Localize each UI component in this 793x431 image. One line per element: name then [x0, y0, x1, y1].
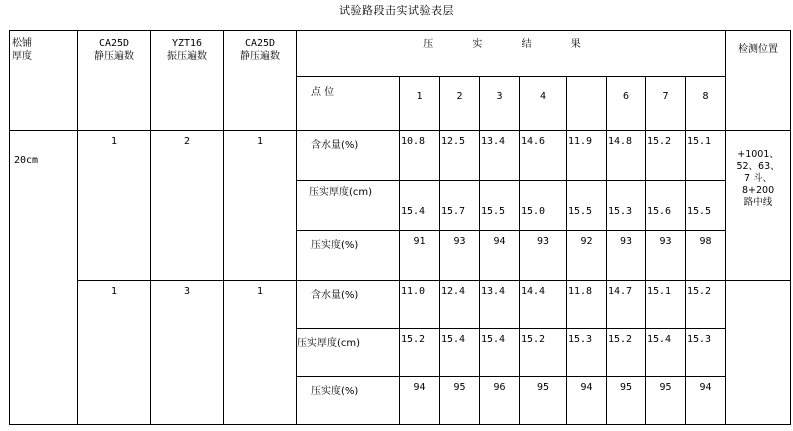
cell-value: 96: [480, 377, 520, 425]
location-line: +1001、: [737, 149, 779, 160]
cell-value: 95: [520, 377, 567, 425]
cell-value: 14.7: [607, 281, 646, 329]
cell-value: 13.4: [480, 131, 520, 181]
cell-value: 14.6: [520, 131, 567, 181]
point-label: 点 位: [297, 77, 400, 131]
cell-value: 94: [480, 231, 520, 281]
cell-value: 15.1: [686, 131, 726, 181]
header-roller-model: CA25D: [98, 38, 130, 49]
cell-value: 12.5: [440, 131, 480, 181]
point-number: 4: [520, 77, 567, 131]
cell-value: 15.3: [686, 329, 726, 377]
empty-location-cell: [726, 281, 791, 425]
cell-value: 15.2: [520, 329, 567, 377]
cell-value: 94: [567, 377, 607, 425]
cell-value: 15.5: [567, 181, 607, 231]
header-static-passes-1: [78, 31, 151, 131]
row-label-thickness: 压实厚度(cm): [297, 329, 400, 377]
header-roller-model: YZT16: [171, 38, 203, 49]
cell-value: 91: [400, 231, 440, 281]
cell-value: 15.4: [440, 329, 480, 377]
header-loose-thickness-line2: 厚度: [12, 51, 32, 62]
cell-value: 15.5: [480, 181, 520, 231]
row-label-compaction: 压实度(%): [297, 231, 400, 281]
document-title: 试验路段击实试验表层: [339, 4, 454, 17]
point-number: 2: [440, 77, 480, 131]
cell-value: 15.4: [646, 329, 686, 377]
static-passes-value: 1: [224, 281, 297, 425]
cell-value: 15.2: [646, 131, 686, 181]
static-passes-value: 1: [224, 131, 297, 281]
location-line: 路中线: [743, 197, 773, 208]
cell-value: 12.4: [440, 281, 480, 329]
header-pass-type: 振压遍数: [167, 51, 207, 62]
cell-value: 11.8: [567, 281, 607, 329]
row-label-thickness: 压实厚度(cm): [297, 181, 400, 231]
point-number: 1: [400, 77, 440, 131]
cell-value: 93: [607, 231, 646, 281]
cell-value: 15.6: [646, 181, 686, 231]
cell-value: 15.3: [607, 181, 646, 231]
header-roller-model: CA25D: [244, 38, 276, 49]
cell-value: 15.4: [400, 181, 440, 231]
loose-thickness-value: 20cm: [10, 131, 78, 425]
location-line: 52、63、: [736, 161, 780, 172]
point-number: [567, 77, 607, 131]
cell-value: 10.8: [400, 131, 440, 181]
cell-value: 95: [646, 377, 686, 425]
row-label-moisture: 含水量(%): [297, 131, 400, 181]
compaction-test-table: [9, 30, 791, 425]
point-number: 7: [646, 77, 686, 131]
cell-value: 93: [646, 231, 686, 281]
location-line: 8+200: [741, 185, 775, 196]
vibratory-passes-value: 2: [151, 131, 224, 281]
header-vibratory-passes: [151, 31, 224, 131]
table-row: [10, 281, 791, 329]
cell-value: 95: [607, 377, 646, 425]
cell-value: 95: [440, 377, 480, 425]
vibratory-passes-value: 3: [151, 281, 224, 425]
cell-value: 94: [400, 377, 440, 425]
static-passes-value: 1: [78, 131, 151, 281]
location-line: 7 斗、: [744, 173, 773, 184]
header-loose-thickness: [10, 31, 78, 131]
point-number: 3: [480, 77, 520, 131]
header-test-location: 检测位置: [726, 31, 791, 131]
cell-value: 14.8: [607, 131, 646, 181]
cell-value: 11.0: [400, 281, 440, 329]
cell-value: 13.4: [480, 281, 520, 329]
cell-value: 15.3: [567, 329, 607, 377]
static-passes-value: 1: [78, 281, 151, 425]
table-row: [10, 131, 791, 181]
cell-value: 93: [520, 231, 567, 281]
cell-value: 15.4: [480, 329, 520, 377]
cell-value: 93: [440, 231, 480, 281]
cell-value: 11.9: [567, 131, 607, 181]
header-pass-type: 静压遍数: [240, 51, 280, 62]
cell-value: 15.1: [646, 281, 686, 329]
cell-value: 92: [567, 231, 607, 281]
cell-value: 15.5: [686, 181, 726, 231]
cell-value: 15.2: [400, 329, 440, 377]
row-label-compaction: 压实度(%): [297, 377, 400, 425]
cell-value: 15.2: [607, 329, 646, 377]
test-location-value: [726, 131, 791, 281]
cell-value: 14.4: [520, 281, 567, 329]
cell-value: 98: [686, 231, 726, 281]
point-number: 6: [607, 77, 646, 131]
header-loose-thickness-line1: 松铺: [12, 38, 32, 49]
header-compaction-results: 压 实 结 果: [297, 31, 726, 77]
cell-value: 15.7: [440, 181, 480, 231]
header-static-passes-2: [224, 31, 297, 131]
cell-value: 94: [686, 377, 726, 425]
row-label-moisture: 含水量(%): [297, 281, 400, 329]
header-pass-type: 静压遍数: [94, 51, 134, 62]
point-number: 8: [686, 77, 726, 131]
cell-value: 15.2: [686, 281, 726, 329]
cell-value: 15.0: [520, 181, 567, 231]
